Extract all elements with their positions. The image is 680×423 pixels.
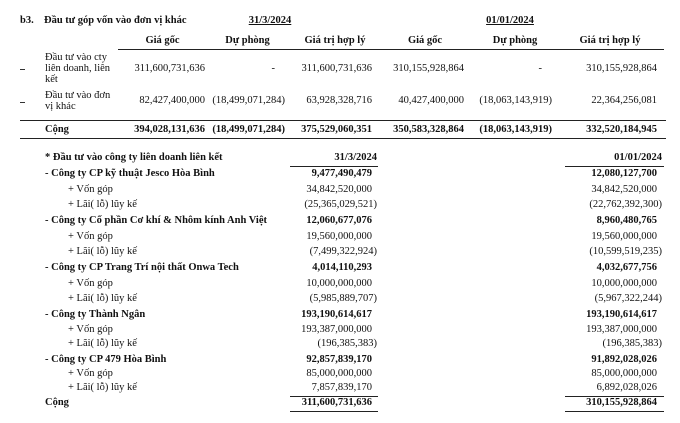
company-5-capital-prior: 85,000,000,000 bbox=[591, 368, 657, 379]
company-2-profit-label: + Lãi( lỗ) lũy kế bbox=[68, 246, 137, 257]
col-fair-prior: Giá trị hợp lý bbox=[579, 35, 641, 46]
company-2-current: 12,060,677,076 bbox=[306, 215, 372, 226]
col-provision-current: Dự phòng bbox=[225, 35, 270, 46]
company-2-name: - Công ty Cổ phần Cơ khí & Nhôm kính Anh Việt bbox=[45, 215, 267, 226]
company-4-current: 193,190,614,617 bbox=[301, 309, 372, 320]
detail-total-prior: 310,155,928,864 bbox=[586, 397, 657, 408]
summary-row-1-provision-prior: - bbox=[538, 63, 542, 74]
detail-title: * Đầu tư vào công ty liên doanh liên kết bbox=[45, 152, 223, 163]
summary-row-1-label-line-2: liên doanh, liên bbox=[45, 63, 111, 74]
col-cost-current: Giá gốc bbox=[145, 35, 180, 46]
company-4-profit-current: (196,385,383) bbox=[317, 338, 377, 349]
summary-total-provision-prior: (18,063,143,919) bbox=[479, 124, 552, 135]
summary-total-fair-current: 375,529,060,351 bbox=[301, 124, 372, 135]
company-1-profit-label: + Lãi( lỗ) lũy kế bbox=[68, 199, 137, 210]
summary-row-2-fair-prior: 22,364,256,081 bbox=[591, 95, 657, 106]
company-3-name: - Công ty CP Trang Trí nội thất Onwa Tech bbox=[45, 262, 239, 273]
company-1-capital-current: 34,842,520,000 bbox=[306, 184, 372, 195]
company-3-capital-label: + Vốn góp bbox=[68, 278, 113, 289]
period-prior-heading: 01/01/2024 bbox=[486, 15, 534, 26]
company-1-current: 9,477,490,479 bbox=[311, 168, 372, 179]
detail-total-bottom-rule-prior bbox=[565, 411, 664, 412]
company-1-capital-label: + Vốn góp bbox=[68, 184, 113, 195]
row-bullet bbox=[20, 69, 25, 70]
company-2-prior: 8,960,480,765 bbox=[596, 215, 657, 226]
company-3-profit-current: (5,985,889,707) bbox=[309, 293, 377, 304]
total-top-rule bbox=[20, 120, 666, 121]
company-4-capital-label: + Vốn góp bbox=[68, 324, 113, 335]
detail-total-current: 311,600,731,636 bbox=[301, 397, 372, 408]
summary-row-1-fair-prior: 310,155,928,864 bbox=[586, 63, 657, 74]
company-1-profit-prior: (22,762,392,300) bbox=[589, 199, 662, 210]
company-2-profit-prior: (10,599,519,235) bbox=[589, 246, 662, 257]
summary-row-2-fair-current: 63,928,328,716 bbox=[306, 95, 372, 106]
summary-total-label: Cộng bbox=[45, 124, 69, 135]
summary-row-2-provision-prior: (18,063,143,919) bbox=[479, 95, 552, 106]
company-3-profit-label: + Lãi( lỗ) lũy kế bbox=[68, 293, 137, 304]
company-5-profit-label: + Lãi( lỗ) lũy kế bbox=[68, 382, 137, 393]
detail-period-current: 31/3/2024 bbox=[334, 152, 377, 163]
section-title: Đầu tư góp vốn vào đơn vị khác bbox=[44, 15, 187, 26]
company-3-capital-current: 10,000,000,000 bbox=[306, 278, 372, 289]
summary-row-1-cost-prior: 310,155,928,864 bbox=[393, 63, 464, 74]
detail-period-prior: 01/01/2024 bbox=[614, 152, 662, 163]
company-5-profit-current: 7,857,839,170 bbox=[311, 382, 372, 393]
col-fair-current: Giá trị hợp lý bbox=[304, 35, 366, 46]
company-4-profit-label: + Lãi( lỗ) lũy kế bbox=[68, 338, 137, 349]
row-bullet bbox=[20, 102, 25, 103]
company-3-capital-prior: 10,000,000,000 bbox=[591, 278, 657, 289]
company-5-capital-label: + Vốn góp bbox=[68, 368, 113, 379]
company-5-profit-prior: 6,892,028,026 bbox=[596, 382, 657, 393]
summary-row-1-cost-current: 311,600,731,636 bbox=[134, 63, 205, 74]
total-bottom-rule bbox=[20, 138, 666, 139]
summary-row-1-label-line-3: kết bbox=[45, 74, 58, 85]
summary-total-provision-current: (18,499,071,284) bbox=[212, 124, 285, 135]
company-1-capital-prior: 34,842,520,000 bbox=[591, 184, 657, 195]
company-4-capital-current: 193,387,000,000 bbox=[301, 324, 372, 335]
company-3-prior: 4,032,677,756 bbox=[596, 262, 657, 273]
detail-total-label: Cộng bbox=[45, 397, 69, 408]
company-1-name: - Công ty CP kỹ thuật Jesco Hòa Bình bbox=[45, 168, 215, 179]
col-cost-prior: Giá gốc bbox=[407, 35, 443, 46]
summary-row-2-label-line-1: Đầu tư vào đơn bbox=[45, 90, 111, 101]
col-provision-prior: Dự phòng bbox=[492, 35, 538, 46]
company-1-prior: 12,080,127,700 bbox=[591, 168, 657, 179]
section-code: b3. bbox=[20, 15, 34, 26]
summary-total-fair-prior: 332,520,184,945 bbox=[586, 124, 657, 135]
summary-row-1-fair-current: 311,600,731,636 bbox=[301, 63, 372, 74]
company-4-name: - Công ty Thành Ngân bbox=[45, 309, 146, 320]
detail-header-rule-current bbox=[290, 166, 378, 167]
company-5-name: - Công ty CP 479 Hòa Bình bbox=[45, 354, 167, 365]
company-2-capital-label: + Vốn góp bbox=[68, 231, 113, 242]
summary-row-2-label-line-2: vị khác bbox=[45, 101, 76, 112]
period-current-heading: 31/3/2024 bbox=[248, 15, 292, 26]
detail-header-rule-prior bbox=[565, 166, 664, 167]
summary-total-cost-prior: 350,583,328,864 bbox=[393, 124, 464, 135]
company-2-profit-current: (7,499,322,924) bbox=[309, 246, 377, 257]
summary-row-2-cost-current: 82,427,400,000 bbox=[139, 95, 205, 106]
company-5-current: 92,857,839,170 bbox=[306, 354, 372, 365]
company-4-capital-prior: 193,387,000,000 bbox=[586, 324, 657, 335]
summary-row-1-label-line-1: Đầu tư vào cty bbox=[45, 52, 107, 63]
detail-total-bottom-rule-current bbox=[290, 411, 378, 412]
company-4-profit-prior: (196,385,383) bbox=[602, 338, 662, 349]
company-2-capital-current: 19,560,000,000 bbox=[306, 231, 372, 242]
header-rule bbox=[118, 49, 664, 50]
summary-row-2-provision-current: (18,499,071,284) bbox=[212, 95, 285, 106]
summary-row-2-cost-prior: 40,427,400,000 bbox=[398, 95, 464, 106]
company-3-current: 4,014,110,293 bbox=[312, 262, 372, 273]
company-2-capital-prior: 19,560,000,000 bbox=[591, 231, 657, 242]
summary-total-cost-current: 394,028,131,636 bbox=[134, 124, 205, 135]
company-3-profit-prior: (5,967,322,244) bbox=[594, 293, 662, 304]
company-1-profit-current: (25,365,029,521) bbox=[304, 199, 377, 210]
summary-row-1-provision-current: - bbox=[271, 63, 275, 74]
company-5-capital-current: 85,000,000,000 bbox=[306, 368, 372, 379]
company-4-prior: 193,190,614,617 bbox=[586, 309, 657, 320]
company-5-prior: 91,892,028,026 bbox=[591, 354, 657, 365]
